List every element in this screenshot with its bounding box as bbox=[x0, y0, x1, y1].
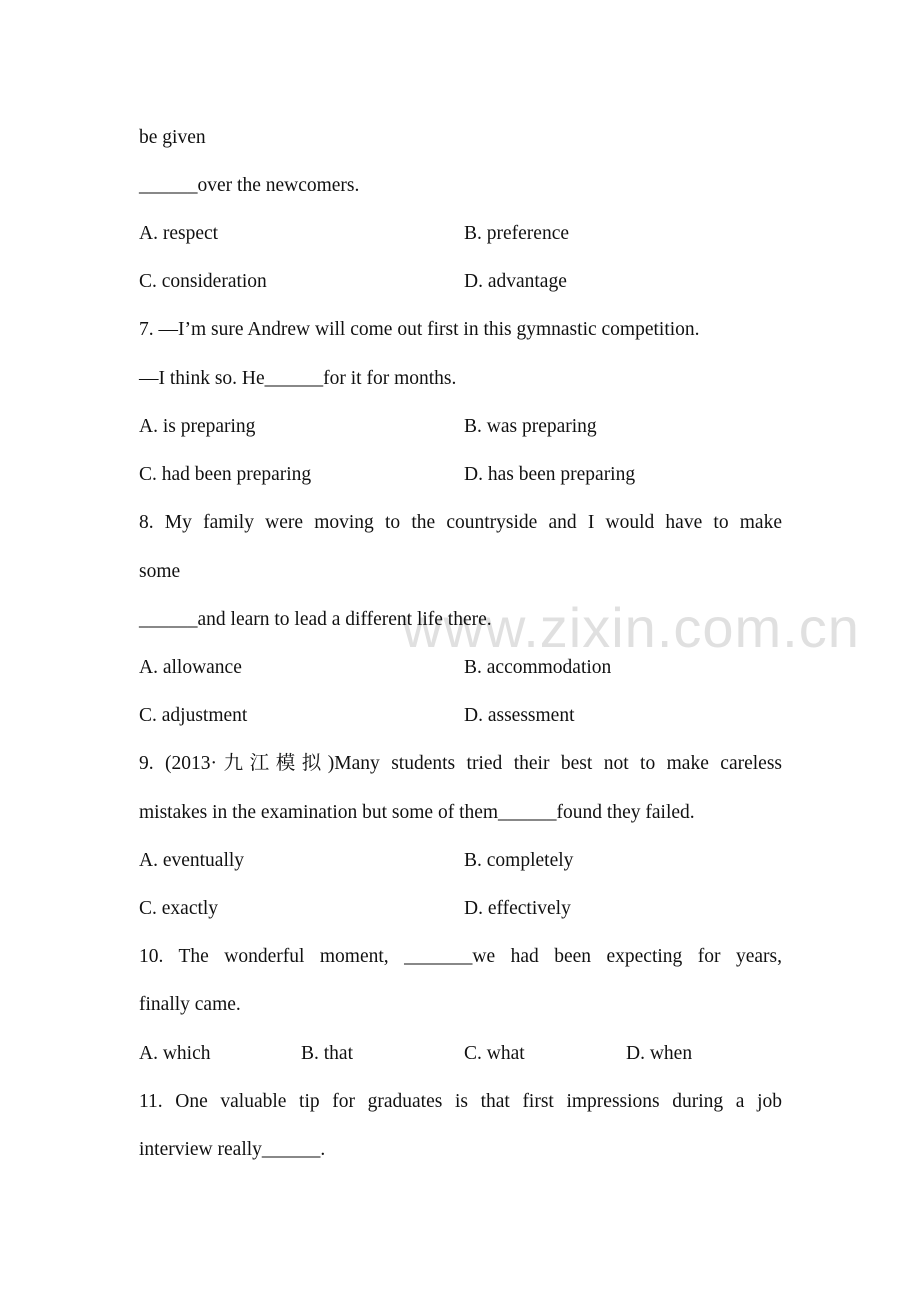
q8-option-a: A. allowance bbox=[139, 657, 242, 678]
q6-text-line-2: ______over the newcomers. bbox=[139, 175, 360, 196]
q6-option-d: D. advantage bbox=[464, 271, 567, 292]
q8-option-c: C. adjustment bbox=[139, 705, 248, 726]
q7-option-d: D. has been preparing bbox=[464, 464, 636, 485]
q8-stem: 8. My family were moving to the countryside and I would have to make bbox=[139, 512, 782, 533]
q7-reply: —I think so. He______for it for months. bbox=[139, 368, 457, 389]
q6-option-c: C. consideration bbox=[139, 271, 267, 292]
q9-option-b: B. completely bbox=[464, 850, 574, 871]
q10-text-line-2: finally came. bbox=[139, 994, 241, 1015]
q10-option-a: A. which bbox=[139, 1043, 211, 1064]
q10-option-d: D. when bbox=[626, 1043, 693, 1064]
q7-stem: 7. —I’m sure Andrew will come out first in this gymnastic competition. bbox=[139, 319, 700, 340]
q6-text-line-1: be given bbox=[139, 127, 206, 148]
q7-option-a: A. is preparing bbox=[139, 416, 256, 437]
q8-option-b: B. accommodation bbox=[464, 657, 612, 678]
watermark: www.zixin.com.cn bbox=[402, 596, 860, 659]
q10-option-b: B. that bbox=[301, 1043, 353, 1064]
q11-stem: 11. One valuable tip for graduates is that first impressions during a job bbox=[139, 1091, 782, 1112]
q8-text-line-2: some bbox=[139, 561, 181, 582]
q8-option-d: D. assessment bbox=[464, 705, 575, 726]
q9-option-c: C. exactly bbox=[139, 898, 219, 919]
q10-stem: 10. The wonderful moment, _______we had been expecting for years, bbox=[139, 946, 782, 967]
q9-text-line-2: mistakes in the examination but some of them______found they failed. bbox=[139, 802, 695, 823]
q9-stem: 9. (2013·九江模拟)Many students tried their best not to make careless bbox=[139, 753, 782, 774]
q7-option-c: C. had been preparing bbox=[139, 464, 312, 485]
q9-option-d: D. effectively bbox=[464, 898, 571, 919]
q9-option-a: A. eventually bbox=[139, 850, 245, 871]
q6-option-a: A. respect bbox=[139, 223, 219, 244]
q7-option-b: B. was preparing bbox=[464, 416, 597, 437]
q6-option-b: B. preference bbox=[464, 223, 570, 244]
q11-text-line-2: interview really______. bbox=[139, 1139, 326, 1160]
q10-option-c: C. what bbox=[464, 1043, 525, 1064]
q8-text-line-3: ______and learn to lead a different life there. bbox=[139, 609, 492, 630]
